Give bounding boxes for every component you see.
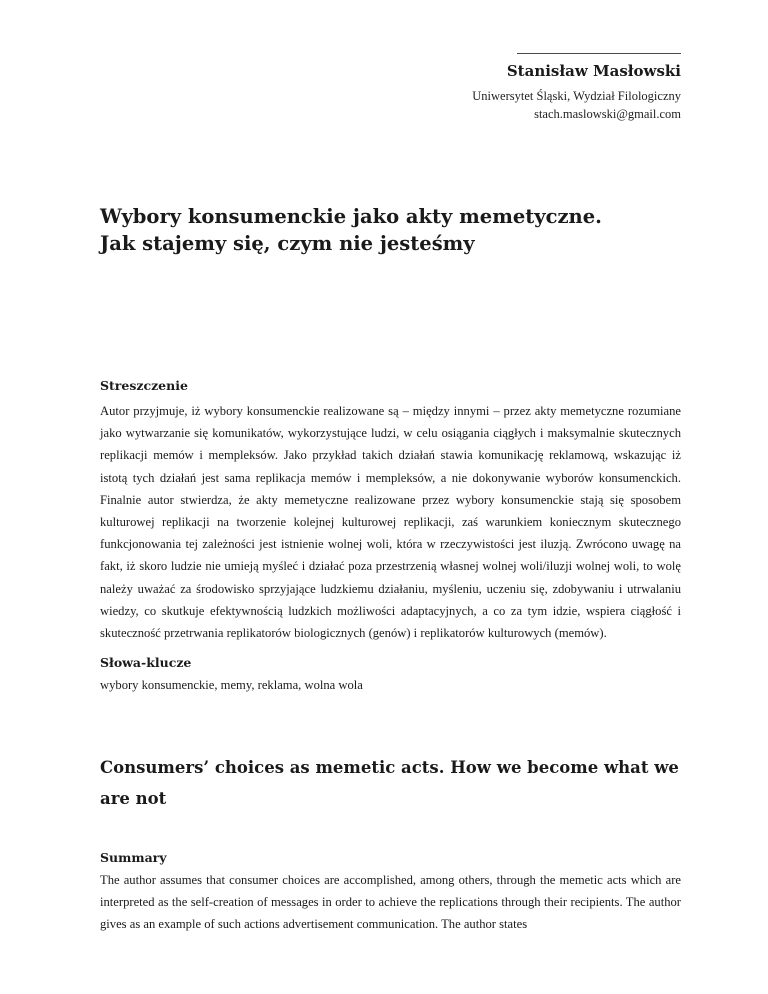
abstract-pl-text: Autor przyjmuje, iż wybory konsumenckie realizowane są – między innymi – przez akty memetyczne rozumiane jako wytwarzanie się komunikatów, wykorzystujące ludzi, w celu osiągania ciągłych i maksymalnie skutecznych replikacji memów i mempleksów. Jako przykład takich działań stawia komunikację reklamową, wskazując iż istotą tych działań jest sama replikacja memów i mempleksów, a nie dokonywanie wyborów konsumenckich. Finalnie autor stwierdza, że akty memetyczne realizowane przez wybory konsumenckie stają się sposobem kulturowej replikacji na tworzenie kolejnej kulturowej replikacji, zaś warunkiem koniecznym skutecznego funkcjonowania tej zależności jest istnienie wolnej woli, która w rzeczywistości jest iluzją. Zwrócono uwagę na fakt, iż skoro ludzie nie umieją myśleć i działać poza przestrzenią własnej wolnej woli/iluzji wolnej woli, to wolę należy uważać za środowisko sprzyjające ludzkiemu działaniu, myśleniu, uczeniu się, zdobywaniu i utrwalaniu wiedzy, co skutkuje efektywnością ludzkich możliwości adaptacyjnych, a co za tym idzie, wspiera ciągłość i skuteczność przetrwania replikatorów biologicznych (genów) i replikatorów kulturowych (memów).: [100, 404, 681, 641]
author-email[interactable]: stach.maslowski@gmail.com: [534, 107, 681, 121]
keywords-pl-text: wybory konsumenckie, memy, reklama, wolna wola: [100, 678, 363, 692]
author-name: Stanisław Masłowski: [506, 62, 681, 80]
article-title-en: Consumers’ choices as memetic acts. How we become what we are not: [100, 758, 679, 808]
title-pl-line-1: Wybory konsumenckie jako akty memetyczne.: [100, 205, 602, 228]
keywords-pl-heading: Słowa-klucze: [100, 655, 192, 670]
abstract-en-heading: Summary: [100, 850, 167, 865]
title-pl-line-2: Jak stajemy się, czym nie jesteśmy: [100, 232, 475, 255]
abstract-pl-heading: Streszczenie: [100, 378, 188, 393]
header-rule: [517, 53, 681, 54]
abstract-en-text: The author assumes that consumer choices are accomplished, among others, through the memetic acts which are interpreted as the self-creation of messages in order to achieve the replications through their recipients. The author gives as an example of such actions advertisement communication. The author states: [100, 873, 681, 932]
author-affiliation: Uniwersytet Śląski, Wydział Filologiczny: [472, 89, 681, 103]
article-title-pl: [100, 203, 680, 257]
